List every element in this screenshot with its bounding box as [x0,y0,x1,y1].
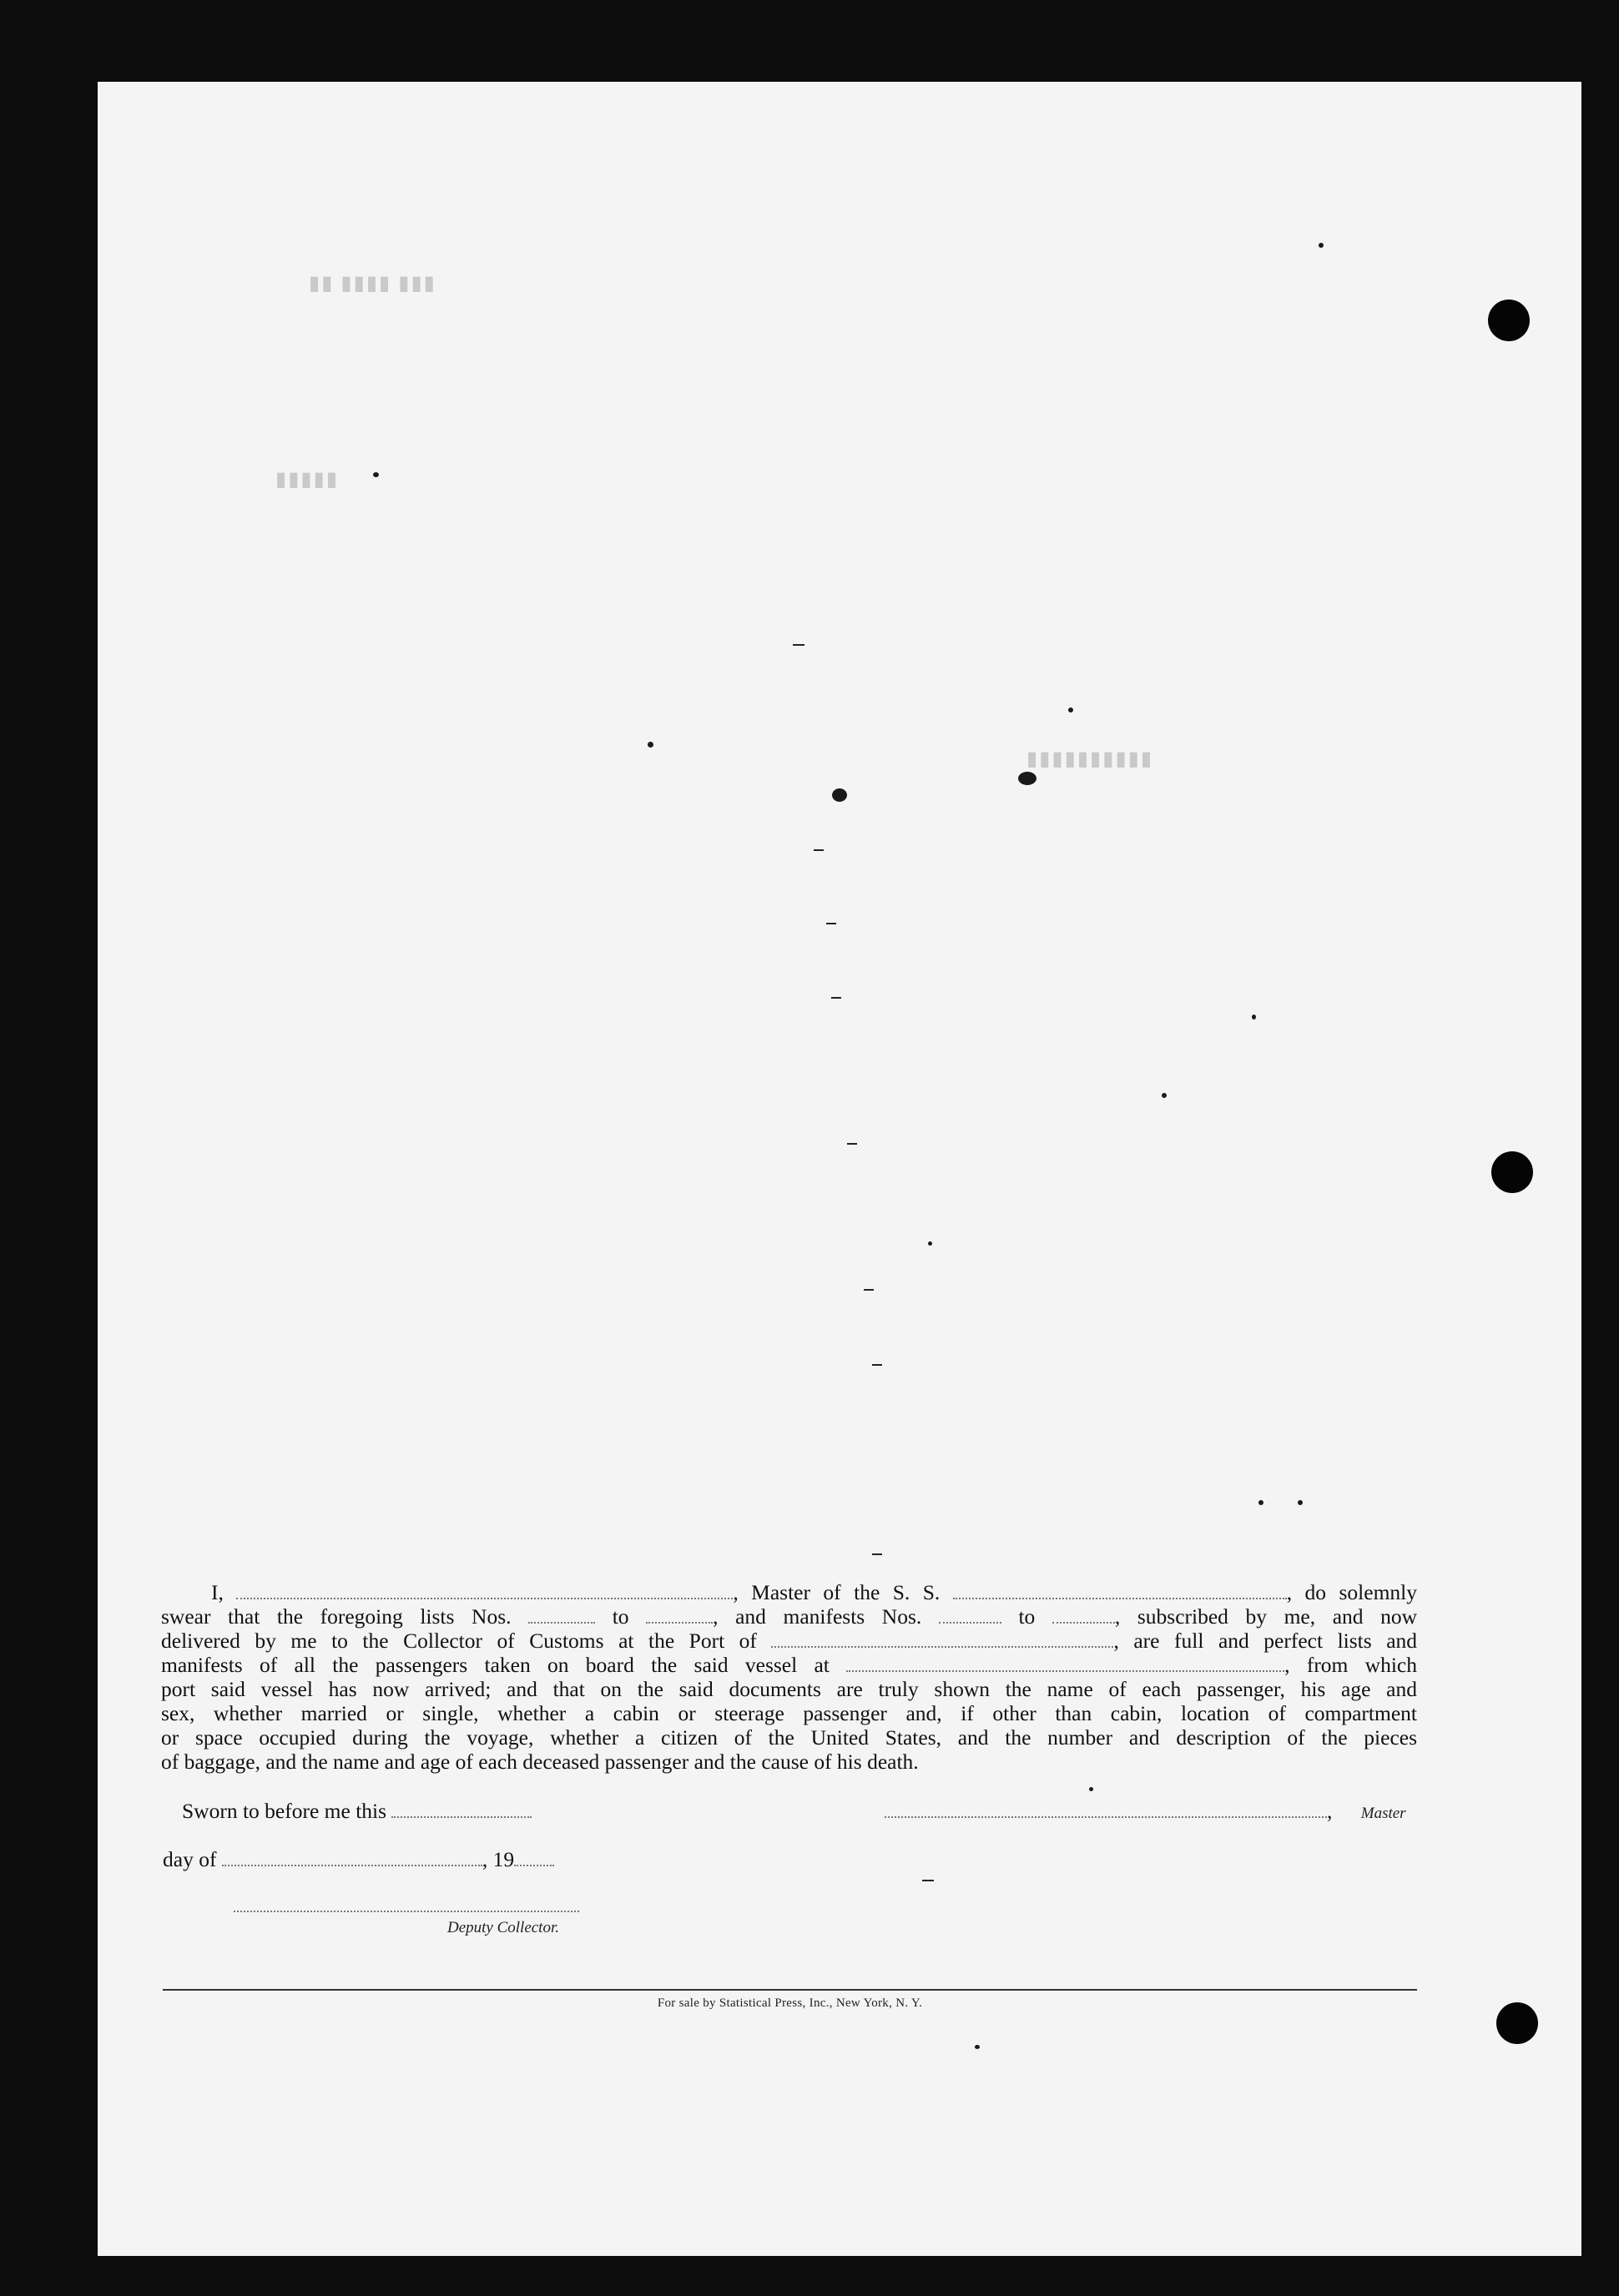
ink-speck [1089,1787,1093,1791]
departure-port-field[interactable] [846,1655,1284,1672]
ship-name-field[interactable] [953,1583,1287,1599]
deputy-collector-label: Deputy Collector. [446,1919,559,1936]
oath-text: , are full and perfect lists and [1113,1629,1418,1653]
master-signature-line [885,1799,1406,1824]
ink-dash [793,644,804,646]
year-field[interactable] [514,1850,554,1866]
master-name-field[interactable] [236,1583,733,1599]
master-signature-field[interactable] [885,1801,1327,1818]
oath-line-8: of baggage, and the name and age of each deceased passenger and the cause of his death. [161,1750,919,1774]
oath-text: to [1018,1604,1036,1629]
ink-speck [648,742,653,748]
ink-dash [872,1553,882,1555]
comma: , [1327,1799,1333,1823]
sworn-line [182,1799,532,1824]
binder-hole-middle [1491,1151,1533,1193]
ink-speck [1258,1500,1263,1505]
ink-speck [373,472,379,477]
ink-speck [1018,772,1036,785]
ink-speck [1252,1015,1256,1020]
ink-dash [847,1143,857,1145]
year-prefix: , 19 [482,1847,515,1871]
oath-text: manifests of all the passengers taken on board the said vessel at [161,1653,830,1677]
ink-dash [864,1289,874,1291]
oath-line-2 [161,1604,1417,1629]
oath-text: swear that the foregoing lists Nos. [161,1604,512,1629]
ink-dash [831,997,841,999]
sworn-label: Sworn to before me this [182,1799,387,1823]
oath-line-1 [161,1580,1417,1604]
oath-line-4 [161,1653,1417,1677]
bleed-through-mark: ▮▮▮▮▮ [275,469,340,491]
ink-speck [1298,1500,1303,1505]
bleed-through-mark: ▮▮ ▮▮▮▮ ▮▮▮ [309,273,436,295]
ink-speck [1319,243,1324,248]
ink-speck [1068,707,1073,712]
binder-hole-top [1488,300,1530,341]
bleed-through-mark: ▮▮▮▮▮▮▮▮▮▮ [1026,748,1154,770]
oath-line-6: sex, whether married or single, whether a cabin or steerage passenger and, if other than cabin, location of compartment [161,1701,1417,1725]
oath-text: , do solemnly [1286,1580,1418,1604]
printer-footer: For sale by Statistical Press, Inc., New York, N. Y. [657,1996,923,2010]
list-number-from-field[interactable] [528,1607,595,1624]
day-of-label: day of [163,1847,217,1871]
oath-text: , from which [1284,1653,1417,1677]
oath-text: , and manifests Nos. [713,1604,922,1629]
deputy-collector-signature-field[interactable] [234,1896,579,1912]
master-oath-paragraph [161,1580,1417,1774]
ink-speck [832,788,847,802]
binder-hole-bottom [1496,2002,1538,2044]
ink-speck [928,1241,932,1246]
oath-text: , subscribed by me, and now [1114,1604,1418,1629]
sworn-date-field[interactable] [391,1801,532,1818]
manifest-number-from-field[interactable] [939,1607,1001,1624]
oath-text: , Master of the S. S. [733,1580,941,1604]
oath-line-5: port said vessel has now arrived; and that on the said documents are truly shown the name of each passenger, his age and [161,1677,1417,1701]
ink-speck [1162,1093,1167,1098]
oath-text: delivered by me to the Collector of Customs at the Port of [161,1629,757,1653]
footer-rule [163,1989,1417,1991]
ink-dash [872,1364,882,1366]
day-of-line [163,1847,554,1872]
ink-dash [826,923,836,924]
oath-line-7: or space occupied during the voyage, whether a citizen of the United States, and the number and description of the pieces [161,1725,1417,1750]
deputy-collector-block [234,1896,579,1937]
oath-text: I, [211,1580,224,1604]
master-label: Master [1360,1805,1406,1822]
ink-speck [975,2045,980,2049]
oath-text: to [612,1604,629,1629]
port-field[interactable] [771,1631,1113,1648]
list-number-to-field[interactable] [646,1607,713,1624]
manifest-number-to-field[interactable] [1052,1607,1115,1624]
oath-line-3 [161,1629,1417,1653]
month-field[interactable] [222,1850,482,1866]
ink-dash [922,1880,934,1881]
ink-dash [814,849,824,851]
